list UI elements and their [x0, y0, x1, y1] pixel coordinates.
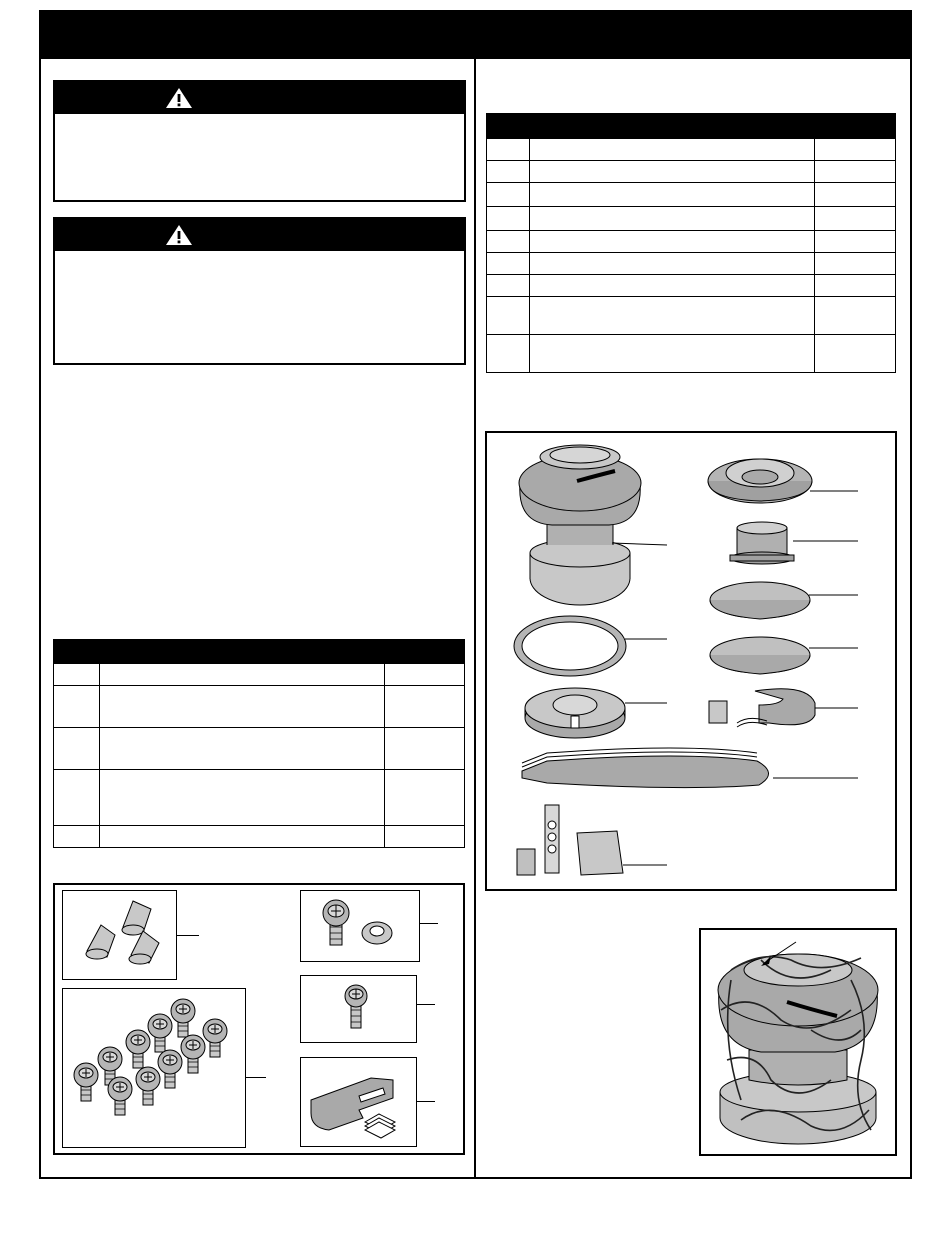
bagged-motor-icon	[701, 930, 895, 1154]
hardware-item-1-panel	[62, 890, 177, 980]
warning-box-1	[53, 80, 466, 202]
table-header-row	[54, 640, 465, 664]
table-row	[487, 183, 896, 207]
motor-housing-icon	[519, 445, 641, 605]
canopy-icon	[708, 459, 812, 503]
section-header-bar	[39, 10, 912, 59]
leader-5	[417, 1101, 435, 1102]
leader-1	[177, 935, 199, 936]
table-row	[54, 728, 465, 770]
hardware-item-5-panel	[300, 1057, 417, 1147]
leader-2	[246, 1077, 266, 1078]
fan-blades-icon	[522, 748, 769, 788]
hardware-item-4-panel	[300, 975, 417, 1043]
warning-triangle-icon	[165, 87, 193, 109]
table-row	[487, 275, 896, 297]
table-row	[487, 253, 896, 275]
switch-housing-icon	[709, 689, 815, 727]
hardware-table	[53, 639, 465, 848]
table-row	[487, 297, 896, 335]
table-row	[54, 770, 465, 826]
parts-table	[486, 113, 896, 373]
hardware-item-3-panel	[300, 890, 420, 962]
warning-header-1	[55, 82, 464, 114]
packaged-motor-illustration	[699, 928, 897, 1156]
column-divider	[474, 59, 476, 1179]
mounting-bracket-icon	[730, 522, 794, 564]
table-row	[487, 139, 896, 161]
adapter-plate-icon	[525, 688, 625, 738]
fan-parts-drawing	[487, 433, 895, 889]
warning-triangle-icon	[165, 224, 193, 246]
table-row	[487, 335, 896, 373]
warning-header-2	[55, 219, 464, 251]
table-row	[487, 207, 896, 231]
remote-holder-icon	[517, 849, 535, 875]
parts-illustration	[485, 431, 897, 891]
leader-3	[420, 923, 438, 924]
table-row	[487, 161, 896, 183]
screw-icon	[301, 976, 416, 1042]
hardware-item-2-panel	[62, 988, 246, 1148]
blade-screws-icon	[63, 989, 245, 1147]
leader-4	[417, 1004, 435, 1005]
warning-box-2	[53, 217, 466, 365]
table-row	[54, 686, 465, 728]
table-row	[487, 231, 896, 253]
wire-nut-icon	[63, 891, 176, 979]
balancing-kit-icon	[301, 1058, 416, 1146]
screw-and-lock-washer-icon	[301, 891, 419, 961]
table-row	[54, 664, 465, 686]
hardware-bag-icon	[577, 831, 623, 875]
table-row	[54, 826, 465, 848]
table-header-row	[487, 114, 896, 139]
